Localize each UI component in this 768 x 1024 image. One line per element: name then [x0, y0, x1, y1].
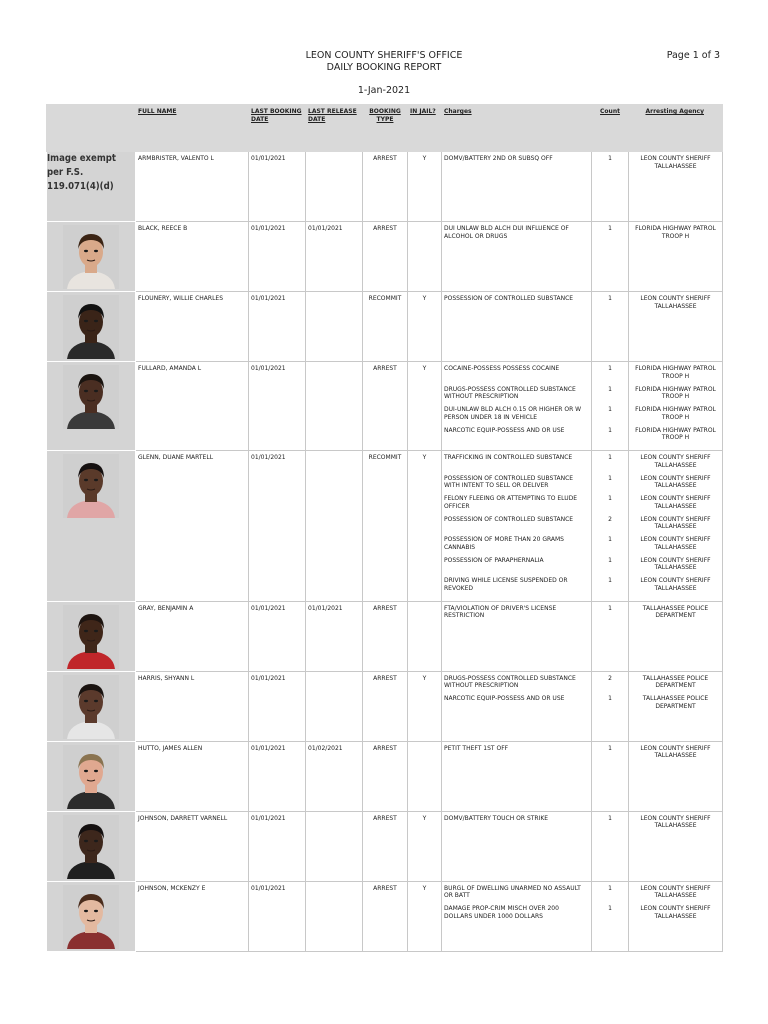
count-cell — [592, 601, 629, 671]
booking-photo — [47, 292, 136, 362]
arresting-agency: LEON COUNTY SHERIFF TALLAHASSEE — [640, 744, 711, 759]
arresting-agency: LEON COUNTY SHERIFF TALLAHASSEE — [640, 515, 711, 530]
charges-cell — [442, 811, 592, 881]
charges-cell — [442, 741, 592, 811]
charge-count: 1 — [608, 155, 612, 162]
release-date: 01/01/2021 — [306, 601, 363, 671]
agency-cell — [629, 881, 723, 951]
col-agency: Arresting Agency — [629, 105, 723, 152]
booking-date: 01/01/2021 — [249, 671, 306, 741]
charges-cell — [442, 222, 592, 292]
charge-count: 1 — [608, 905, 612, 912]
table-row — [47, 152, 723, 222]
mugshot-image — [63, 815, 119, 879]
charge-count: 2 — [608, 515, 612, 523]
booking-photo — [47, 741, 136, 811]
col-release-date: LAST RELEASE DATE — [306, 105, 363, 152]
table-row — [47, 292, 723, 362]
mugshot-image — [63, 745, 119, 809]
release-date — [306, 671, 363, 741]
arresting-agency: LEON COUNTY SHERIFF TALLAHASSEE — [640, 454, 711, 469]
booking-type: ARREST — [363, 601, 408, 671]
charge-count: 1 — [608, 295, 612, 302]
count-cell — [592, 811, 629, 881]
booking-type: ARREST — [363, 741, 408, 811]
booking-type: ARREST — [363, 811, 408, 881]
agency-cell — [629, 741, 723, 811]
arresting-agency: LEON COUNTY SHERIFF TALLAHASSEE — [640, 814, 711, 829]
table-row — [47, 451, 723, 602]
booking-table — [46, 104, 723, 952]
agency-cell — [629, 671, 723, 741]
in-jail: Y — [408, 292, 442, 362]
agency-cell — [629, 601, 723, 671]
arresting-agency: LEON COUNTY SHERIFF TALLAHASSEE — [640, 536, 711, 551]
table-row — [47, 741, 723, 811]
charges-cell — [442, 881, 592, 951]
agency-cell — [629, 451, 723, 602]
count-cell — [592, 222, 629, 292]
in-jail — [408, 601, 442, 671]
booking-type: RECOMMIT — [363, 451, 408, 602]
booking-date: 01/01/2021 — [249, 881, 306, 951]
mugshot-image — [63, 225, 119, 289]
booking-date: 01/01/2021 — [249, 152, 306, 222]
agency-cell — [629, 811, 723, 881]
charges-cell — [442, 671, 592, 741]
agency-cell — [629, 222, 723, 292]
count-cell — [592, 362, 629, 451]
charge-description: DOMV/BATTERY TOUCH OR STRIKE — [444, 814, 549, 822]
booking-date: 01/01/2021 — [249, 362, 306, 451]
booking-photo — [47, 671, 136, 741]
booking-type: ARREST — [363, 881, 408, 951]
col-photo — [47, 105, 136, 152]
release-date — [306, 451, 363, 602]
booking-date: 01/01/2021 — [249, 451, 306, 602]
booking-photo — [47, 881, 136, 951]
charge-description: TRAFFICKING IN CONTROLLED SUBSTANCE — [444, 454, 573, 461]
arresting-agency: LEON COUNTY SHERIFF TALLAHASSEE — [640, 556, 711, 571]
table-row — [47, 362, 723, 451]
table-row — [47, 222, 723, 292]
booking-type: ARREST — [363, 362, 408, 451]
mugshot-image — [63, 295, 119, 359]
in-jail: Y — [408, 451, 442, 602]
charges-cell — [442, 451, 592, 602]
charge-count: 1 — [608, 225, 612, 232]
charge-description: POSSESSION OF CONTROLLED SUBSTANCE — [444, 295, 574, 302]
charges-cell — [442, 601, 592, 671]
charge-count: 1 — [608, 495, 612, 502]
charge-description: POSSESSION OF CONTROLLED SUBSTANCE — [444, 515, 574, 523]
booking-photo — [47, 811, 136, 881]
arresting-agency: FLORIDA HIGHWAY PATROL TROOP H — [635, 225, 716, 240]
agency-cell — [629, 292, 723, 362]
table-header-row — [47, 105, 723, 152]
booking-photo — [47, 362, 136, 451]
charge-description: DAMAGE PROP-CRIM MISCH OVER 200 DOLLARS UNDER 1000 DOLLARS — [444, 905, 559, 920]
arresting-agency: TALLAHASSEE POLICE DEPARTMENT — [642, 695, 709, 710]
in-jail: Y — [408, 362, 442, 451]
table-row — [47, 671, 723, 741]
col-count: Count — [592, 105, 629, 152]
mugshot-image — [63, 885, 119, 949]
charges-cell — [442, 152, 592, 222]
charge-description: DRUGS-POSSESS CONTROLLED SUBSTANCE WITHOUT PRESCRIPTION — [444, 385, 576, 400]
col-in-jail: IN JAIL? — [408, 105, 442, 152]
booking-photo — [47, 601, 136, 671]
charge-description: BURGL OF DWELLING UNARMED NO ASSAULT OR BATT — [444, 884, 581, 899]
booking-rows — [47, 152, 723, 952]
charge-count: 1 — [608, 385, 612, 393]
charge-description: FELONY FLEEING OR ATTEMPTING TO ELUDE OFFICER — [444, 495, 578, 510]
arresting-agency: LEON COUNTY SHERIFF TALLAHASSEE — [640, 495, 711, 510]
charge-count: 1 — [608, 454, 612, 461]
charge-description: DUI UNLAW BLD ALCH DUI INFLUENCE OF ALCOHOL OR DRUGS — [444, 225, 569, 240]
full-name: ARMBRISTER, VALENTO L — [136, 152, 249, 222]
release-date: 01/02/2021 — [306, 741, 363, 811]
charge-count: 1 — [608, 365, 612, 372]
charge-count: 1 — [608, 744, 612, 752]
office-name: LEON COUNTY SHERIFF'S OFFICE — [305, 50, 463, 61]
arresting-agency: FLORIDA HIGHWAY PATROL TROOP H — [635, 365, 716, 380]
charge-count: 1 — [608, 695, 612, 702]
charge-description: COCAINE-POSSESS POSSESS COCAINE — [444, 365, 560, 372]
count-cell — [592, 671, 629, 741]
full-name: HARRIS, SHYANN L — [136, 671, 249, 741]
arresting-agency: LEON COUNTY SHERIFF TALLAHASSEE — [640, 884, 711, 899]
arresting-agency: LEON COUNTY SHERIFF TALLAHASSEE — [640, 474, 711, 489]
booking-type: RECOMMIT — [363, 292, 408, 362]
arresting-agency: TALLAHASSEE POLICE DEPARTMENT — [642, 604, 709, 619]
in-jail: Y — [408, 811, 442, 881]
charge-count: 1 — [608, 814, 612, 822]
col-booking-date: LAST BOOKING DATE — [249, 105, 306, 152]
table-row — [47, 881, 723, 951]
count-cell — [592, 881, 629, 951]
in-jail: Y — [408, 881, 442, 951]
full-name: GLENN, DUANE MARTELL — [136, 451, 249, 602]
charge-description: POSSESSION OF CONTROLLED SUBSTANCE WITH INTENT TO SELL OR DELIVER — [444, 474, 574, 489]
booking-type: ARREST — [363, 222, 408, 292]
booking-date: 01/01/2021 — [249, 222, 306, 292]
arresting-agency: FLORIDA HIGHWAY PATROL TROOP H — [635, 426, 716, 441]
release-date — [306, 152, 363, 222]
charges-cell — [442, 292, 592, 362]
full-name: FLOUNERY, WILLIE CHARLES — [136, 292, 249, 362]
col-booking-type: BOOKING TYPE — [363, 105, 408, 152]
release-date — [306, 362, 363, 451]
mugshot-image — [63, 675, 119, 739]
booking-photo — [47, 152, 136, 222]
full-name: JOHNSON, DARRETT VARNELL — [136, 811, 249, 881]
count-cell — [592, 152, 629, 222]
release-date — [306, 811, 363, 881]
mugshot-image — [63, 365, 119, 429]
booking-type: ARREST — [363, 671, 408, 741]
charge-description: DUI-UNLAW BLD ALCH 0.15 OR HIGHER OR W PERSON UNDER 18 IN VEHICLE — [444, 406, 582, 421]
col-full-name: FULL NAME — [136, 105, 249, 152]
mugshot-image — [63, 454, 119, 518]
charges-cell — [442, 362, 592, 451]
full-name: HUTTO, JAMES ALLEN — [136, 741, 249, 811]
booking-date: 01/01/2021 — [249, 292, 306, 362]
charge-count: 1 — [608, 474, 612, 482]
release-date — [306, 881, 363, 951]
count-cell — [592, 741, 629, 811]
count-cell — [592, 292, 629, 362]
booking-photo — [47, 451, 136, 602]
in-jail: Y — [408, 152, 442, 222]
agency-cell — [629, 152, 723, 222]
charge-description: NARCOTIC EQUIP-POSSESS AND OR USE — [444, 695, 565, 702]
charge-count: 1 — [608, 536, 612, 543]
booking-date: 01/01/2021 — [249, 811, 306, 881]
charge-description: POSSESSION OF PARAPHERNALIA — [444, 556, 544, 564]
arresting-agency: LEON COUNTY SHERIFF TALLAHASSEE — [640, 155, 711, 170]
charge-description: PETIT THEFT 1ST OFF — [444, 744, 509, 752]
charge-description: NARCOTIC EQUIP-POSSESS AND OR USE — [444, 426, 565, 434]
in-jail: Y — [408, 671, 442, 741]
arresting-agency: FLORIDA HIGHWAY PATROL TROOP H — [635, 406, 716, 421]
charge-description: POSSESSION OF MORE THAN 20 GRAMS CANNABIS — [444, 536, 564, 551]
mugshot-image — [63, 605, 119, 669]
arresting-agency: LEON COUNTY SHERIFF TALLAHASSEE — [640, 905, 711, 920]
charge-count: 1 — [608, 604, 612, 612]
booking-date: 01/01/2021 — [249, 741, 306, 811]
charge-description: DOMV/BATTERY 2ND OR SUBSQ OFF — [444, 155, 553, 162]
full-name: GRAY, BENJAMIN A — [136, 601, 249, 671]
arresting-agency: LEON COUNTY SHERIFF TALLAHASSEE — [640, 295, 711, 310]
col-charges: Charges — [442, 105, 592, 152]
booking-photo — [47, 222, 136, 292]
report-date: 1-Jan-2021 — [357, 85, 411, 96]
full-name: JOHNSON, MCKENZY E — [136, 881, 249, 951]
charge-count: 1 — [608, 406, 612, 413]
image-exempt-notice: Image exempt per F.S. 119.071(4)(d) — [47, 153, 116, 192]
release-date — [306, 292, 363, 362]
charge-count: 1 — [608, 577, 612, 584]
table-row — [47, 811, 723, 881]
in-jail — [408, 222, 442, 292]
charge-description: DRIVING WHILE LICENSE SUSPENDED OR REVOKED — [444, 577, 568, 592]
agency-cell — [629, 362, 723, 451]
charge-count: 1 — [608, 556, 612, 564]
table-row — [47, 601, 723, 671]
charge-count: 2 — [608, 674, 612, 682]
release-date: 01/01/2021 — [306, 222, 363, 292]
arresting-agency: FLORIDA HIGHWAY PATROL TROOP H — [635, 385, 716, 400]
charge-description: FTA/VIOLATION OF DRIVER'S LICENSE RESTRICTION — [444, 604, 557, 619]
charge-count: 1 — [608, 426, 612, 434]
full-name: FULLARD, AMANDA L — [136, 362, 249, 451]
report-title: DAILY BOOKING REPORT — [326, 62, 442, 73]
full-name: BLACK, REECE B — [136, 222, 249, 292]
booking-date: 01/01/2021 — [249, 601, 306, 671]
count-cell — [592, 451, 629, 602]
charge-count: 1 — [608, 884, 612, 892]
booking-type: ARREST — [363, 152, 408, 222]
in-jail — [408, 741, 442, 811]
arresting-agency: LEON COUNTY SHERIFF TALLAHASSEE — [640, 577, 711, 592]
arresting-agency: TALLAHASSEE POLICE DEPARTMENT — [642, 674, 709, 689]
page-number: Page 1 of 3 — [666, 50, 720, 61]
charge-description: DRUGS-POSSESS CONTROLLED SUBSTANCE WITHOUT PRESCRIPTION — [444, 674, 576, 689]
